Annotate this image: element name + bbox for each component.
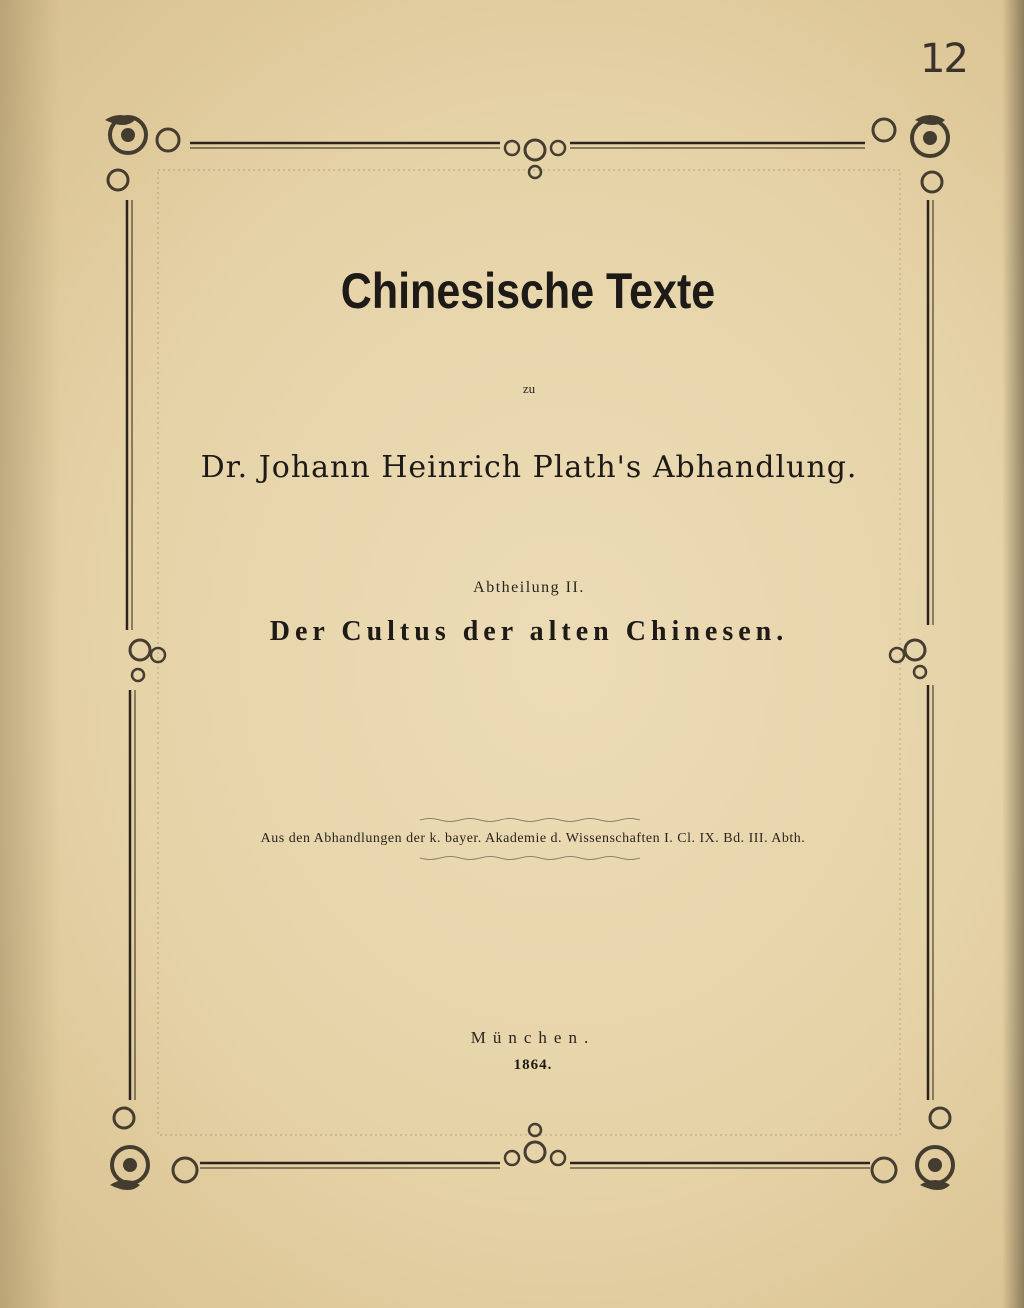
part-label: Abtheilung II. [473, 579, 585, 596]
handwritten-page-number: 12 [920, 36, 967, 82]
publication-year: 1864. [513, 1057, 553, 1073]
document-subtitle: Der Cultus der alten Chinesen. [269, 616, 789, 647]
connector-word: zu [522, 381, 536, 396]
publication-place: München. [470, 1028, 596, 1047]
author-line: Dr. Johann Heinrich Plath's Abhandlung. [200, 450, 858, 485]
document-title: Chinesische Texte [340, 263, 716, 319]
source-note: Aus den Abhandlungen der k. bayer. Akademie d. Wissenschaften I. Cl. IX. Bd. III. Abth. [260, 831, 806, 846]
